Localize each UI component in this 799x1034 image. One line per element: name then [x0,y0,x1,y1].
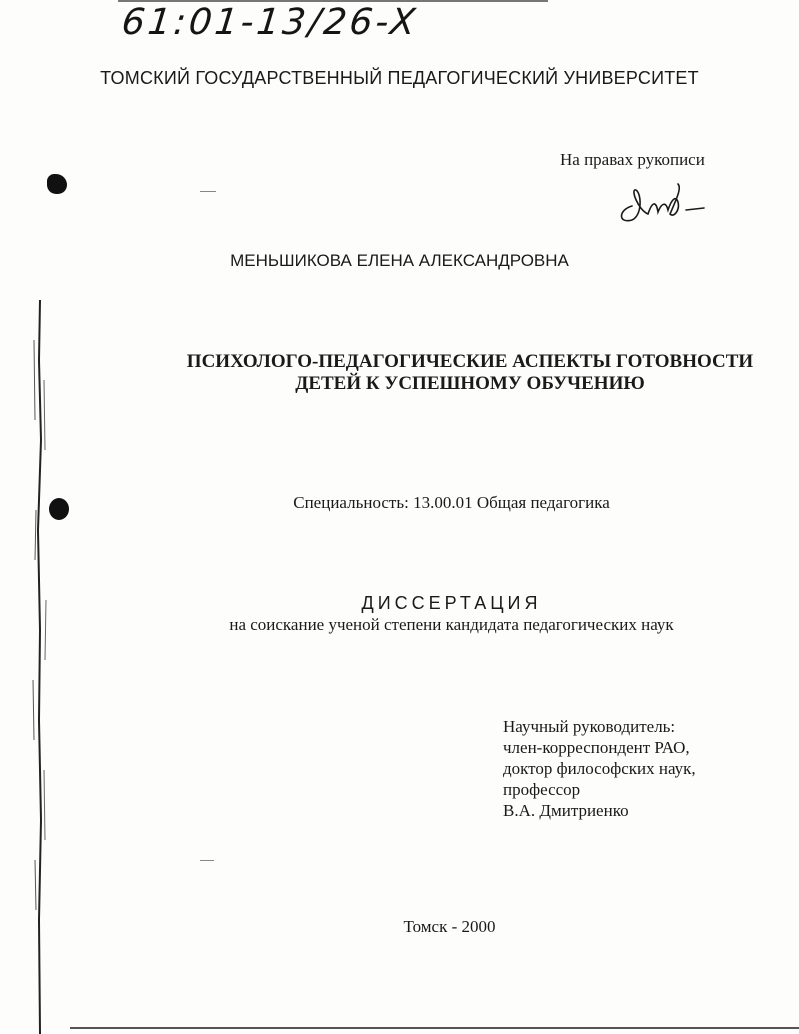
title-line-1: ПСИХОЛОГО-ПЕДАГОГИЧЕСКИЕ АСПЕКТЫ ГОТОВНОСТИ [186,351,754,372]
dissertation-subtitle: на соискание ученой степени кандидата педагогических наук [229,615,674,634]
signature-icon [612,180,712,228]
scan-speck [200,860,214,861]
author-name: МЕНЬШИКОВА ЕЛЕНА АЛЕКСАНДРОВНА [230,251,569,270]
supervisor-name: В.А. Дмитриенко [503,801,629,820]
dissertation-heading: ДИССЕРТАЦИЯ [361,593,542,613]
manuscript-rights-note: На правах рукописи [560,150,705,169]
scan-bottom-line [70,1027,799,1029]
supervisor-label: Научный руководитель: [503,717,676,736]
archive-stamp-number: 61:01-13/26-X [119,2,421,43]
specialty-line: Специальность: 13.00.01 Общая педагогика [293,493,610,512]
supervisor-title-1: член-корреспондент РАО, [503,738,690,757]
university-name: ТОМСКИЙ ГОСУДАРСТВЕННЫЙ ПЕДАГОГИЧЕСКИЙ УНИВЕРСИТЕТ [100,68,699,88]
dissertation-title [150,351,790,395]
punch-hole-mark [47,174,67,194]
scan-speck [200,191,216,192]
supervisor-block [503,716,696,821]
title-line-2: ДЕТЕЙ К УСПЕШНОМУ ОБУЧЕНИЮ [295,373,645,394]
supervisor-title-3: профессор [503,780,581,799]
place-and-year: Томск - 2000 [403,917,496,936]
supervisor-title-2: доктор философских наук, [503,759,696,778]
